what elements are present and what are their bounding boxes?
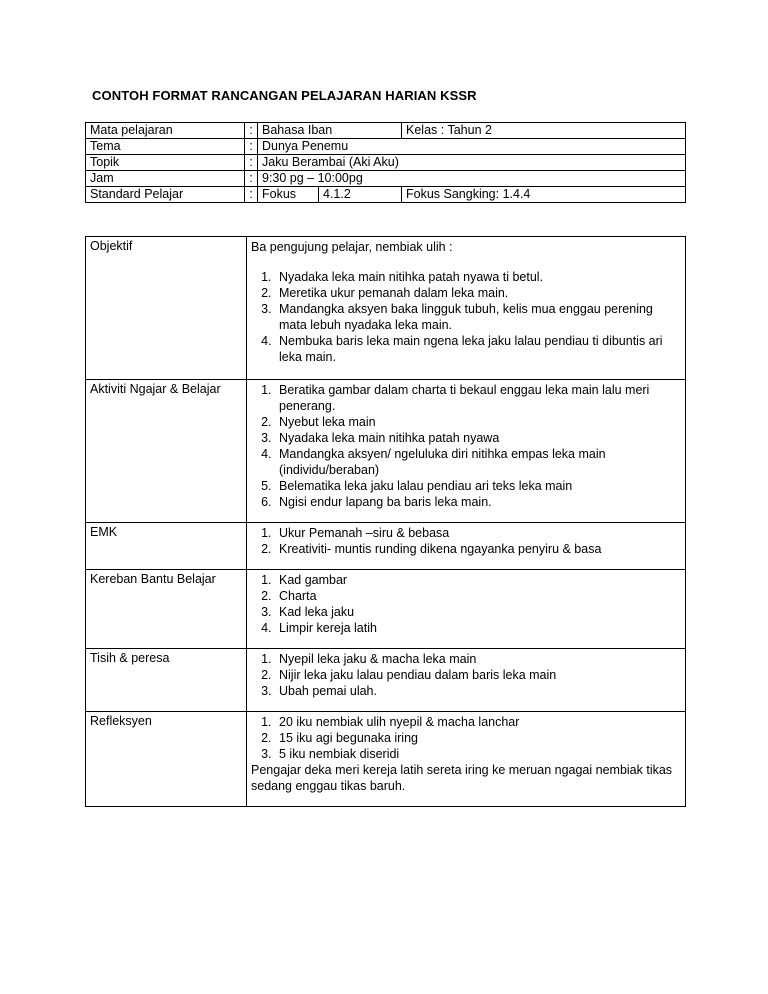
- list-item: 4. Mandangka aksyen/ ngeluluka diri nitihka empas leka main (individu/beraban): [275, 446, 681, 478]
- colon: :: [245, 171, 258, 187]
- standard-pelajar-label: Standard Pelajar: [86, 187, 245, 203]
- aktiviti-label: Aktiviti Ngajar & Belajar: [86, 380, 247, 523]
- list-item: 2. 15 iku agi begunaka iring: [275, 730, 681, 746]
- list-item: 2. Meretika ukur pemanah dalam leka main.: [275, 285, 681, 301]
- list-item: 3. Nyadaka leka main nitihka patah nyawa: [275, 430, 681, 446]
- row-kereban: [86, 570, 686, 649]
- list-item: 1. Beratika gambar dalam charta ti bekaul enggau leka main lalu meri penerang.: [275, 382, 681, 414]
- colon: :: [245, 155, 258, 171]
- row-mata-pelajaran: [86, 123, 686, 139]
- jam-label: Jam: [86, 171, 245, 187]
- colon: :: [245, 139, 258, 155]
- list-item: 2. Nyebut leka main: [275, 414, 681, 430]
- objektif-list: [251, 269, 681, 365]
- list-item: 2. Nijir leka jaku lalau pendiau dalam baris leka main: [275, 667, 681, 683]
- kereban-content: [247, 570, 686, 649]
- row-jam: [86, 171, 686, 187]
- row-tisih: [86, 649, 686, 712]
- mata-pelajaran-value: Bahasa Iban: [258, 123, 402, 139]
- aktiviti-list: [251, 382, 681, 510]
- list-item: 3. Mandangka aksyen baka lingguk tubuh, kelis mua enggau perening mata lebuh nyadaka leka main.: [275, 301, 681, 333]
- fokus-label: Fokus: [258, 187, 319, 203]
- emk-label: EMK: [86, 523, 247, 570]
- colon: :: [245, 187, 258, 203]
- kereban-label: Kereban Bantu Belajar: [86, 570, 247, 649]
- objektif-content: [247, 237, 686, 380]
- kereban-list: [251, 572, 681, 636]
- list-item: 2. Charta: [275, 588, 681, 604]
- row-refleksyen: [86, 712, 686, 807]
- colon: :: [245, 123, 258, 139]
- list-item: 1. Ukur Pemanah –siru & bebasa: [275, 525, 681, 541]
- fokus-sangking-value: Fokus Sangking: 1.4.4: [402, 187, 686, 203]
- tema-value: Dunya Penemu: [258, 139, 686, 155]
- topik-value: Jaku Berambai (Aki Aku): [258, 155, 686, 171]
- list-item: 1. Nyepil leka jaku & macha leka main: [275, 651, 681, 667]
- tema-label: Tema: [86, 139, 245, 155]
- refleksyen-note: Pengajar deka meri kereja latih sereta iring ke meruan ngagai nembiak tikas sedang enggau tikas baruh.: [251, 763, 673, 793]
- refleksyen-label: Refleksyen: [86, 712, 247, 807]
- row-standard-pelajar: [86, 187, 686, 203]
- emk-content: [247, 523, 686, 570]
- jam-value: 9:30 pg – 10:00pg: [258, 171, 686, 187]
- list-item: 3. Ubah pemai ulah.: [275, 683, 681, 699]
- list-item: 1. Kad gambar: [275, 572, 681, 588]
- row-aktiviti: [86, 380, 686, 523]
- refleksyen-content: [247, 712, 686, 807]
- list-item: 6. Ngisi endur lapang ba baris leka main.: [275, 494, 681, 510]
- mata-pelajaran-label: Mata pelajaran: [86, 123, 245, 139]
- document-title: CONTOH FORMAT RANCANGAN PELAJARAN HARIAN KSSR: [92, 88, 477, 103]
- list-item: 1. Nyadaka leka main nitihka patah nyawa ti betul.: [275, 269, 681, 285]
- refleksyen-list: [251, 714, 681, 762]
- list-item: 4. Nembuka baris leka main ngena leka jaku lalau pendiau ti dibuntis ari leka main.: [275, 333, 681, 365]
- fokus-value: 4.1.2: [319, 187, 402, 203]
- list-item: 2. Kreativiti- muntis runding dikena ngayanka penyiru & basa: [275, 541, 681, 557]
- lesson-header-table: [85, 122, 686, 203]
- lesson-plan-table: [85, 236, 686, 807]
- row-emk: [86, 523, 686, 570]
- row-topik: [86, 155, 686, 171]
- objektif-intro: Ba pengujung pelajar, nembiak ulih :: [251, 240, 453, 254]
- list-item: 3. Kad leka jaku: [275, 604, 681, 620]
- topik-label: Topik: [86, 155, 245, 171]
- kelas-value: Kelas : Tahun 2: [402, 123, 686, 139]
- tisih-label: Tisih & peresa: [86, 649, 247, 712]
- row-objektif: [86, 237, 686, 380]
- aktiviti-content: [247, 380, 686, 523]
- objektif-label: Objektif: [86, 237, 247, 380]
- list-item: 3. 5 iku nembiak diseridi: [275, 746, 681, 762]
- row-tema: [86, 139, 686, 155]
- list-item: 5. Belematika leka jaku lalau pendiau ari teks leka main: [275, 478, 681, 494]
- tisih-list: [251, 651, 681, 699]
- tisih-content: [247, 649, 686, 712]
- list-item: 4. Limpir kereja latih: [275, 620, 681, 636]
- emk-list: [251, 525, 681, 557]
- list-item: 1. 20 iku nembiak ulih nyepil & macha lanchar: [275, 714, 681, 730]
